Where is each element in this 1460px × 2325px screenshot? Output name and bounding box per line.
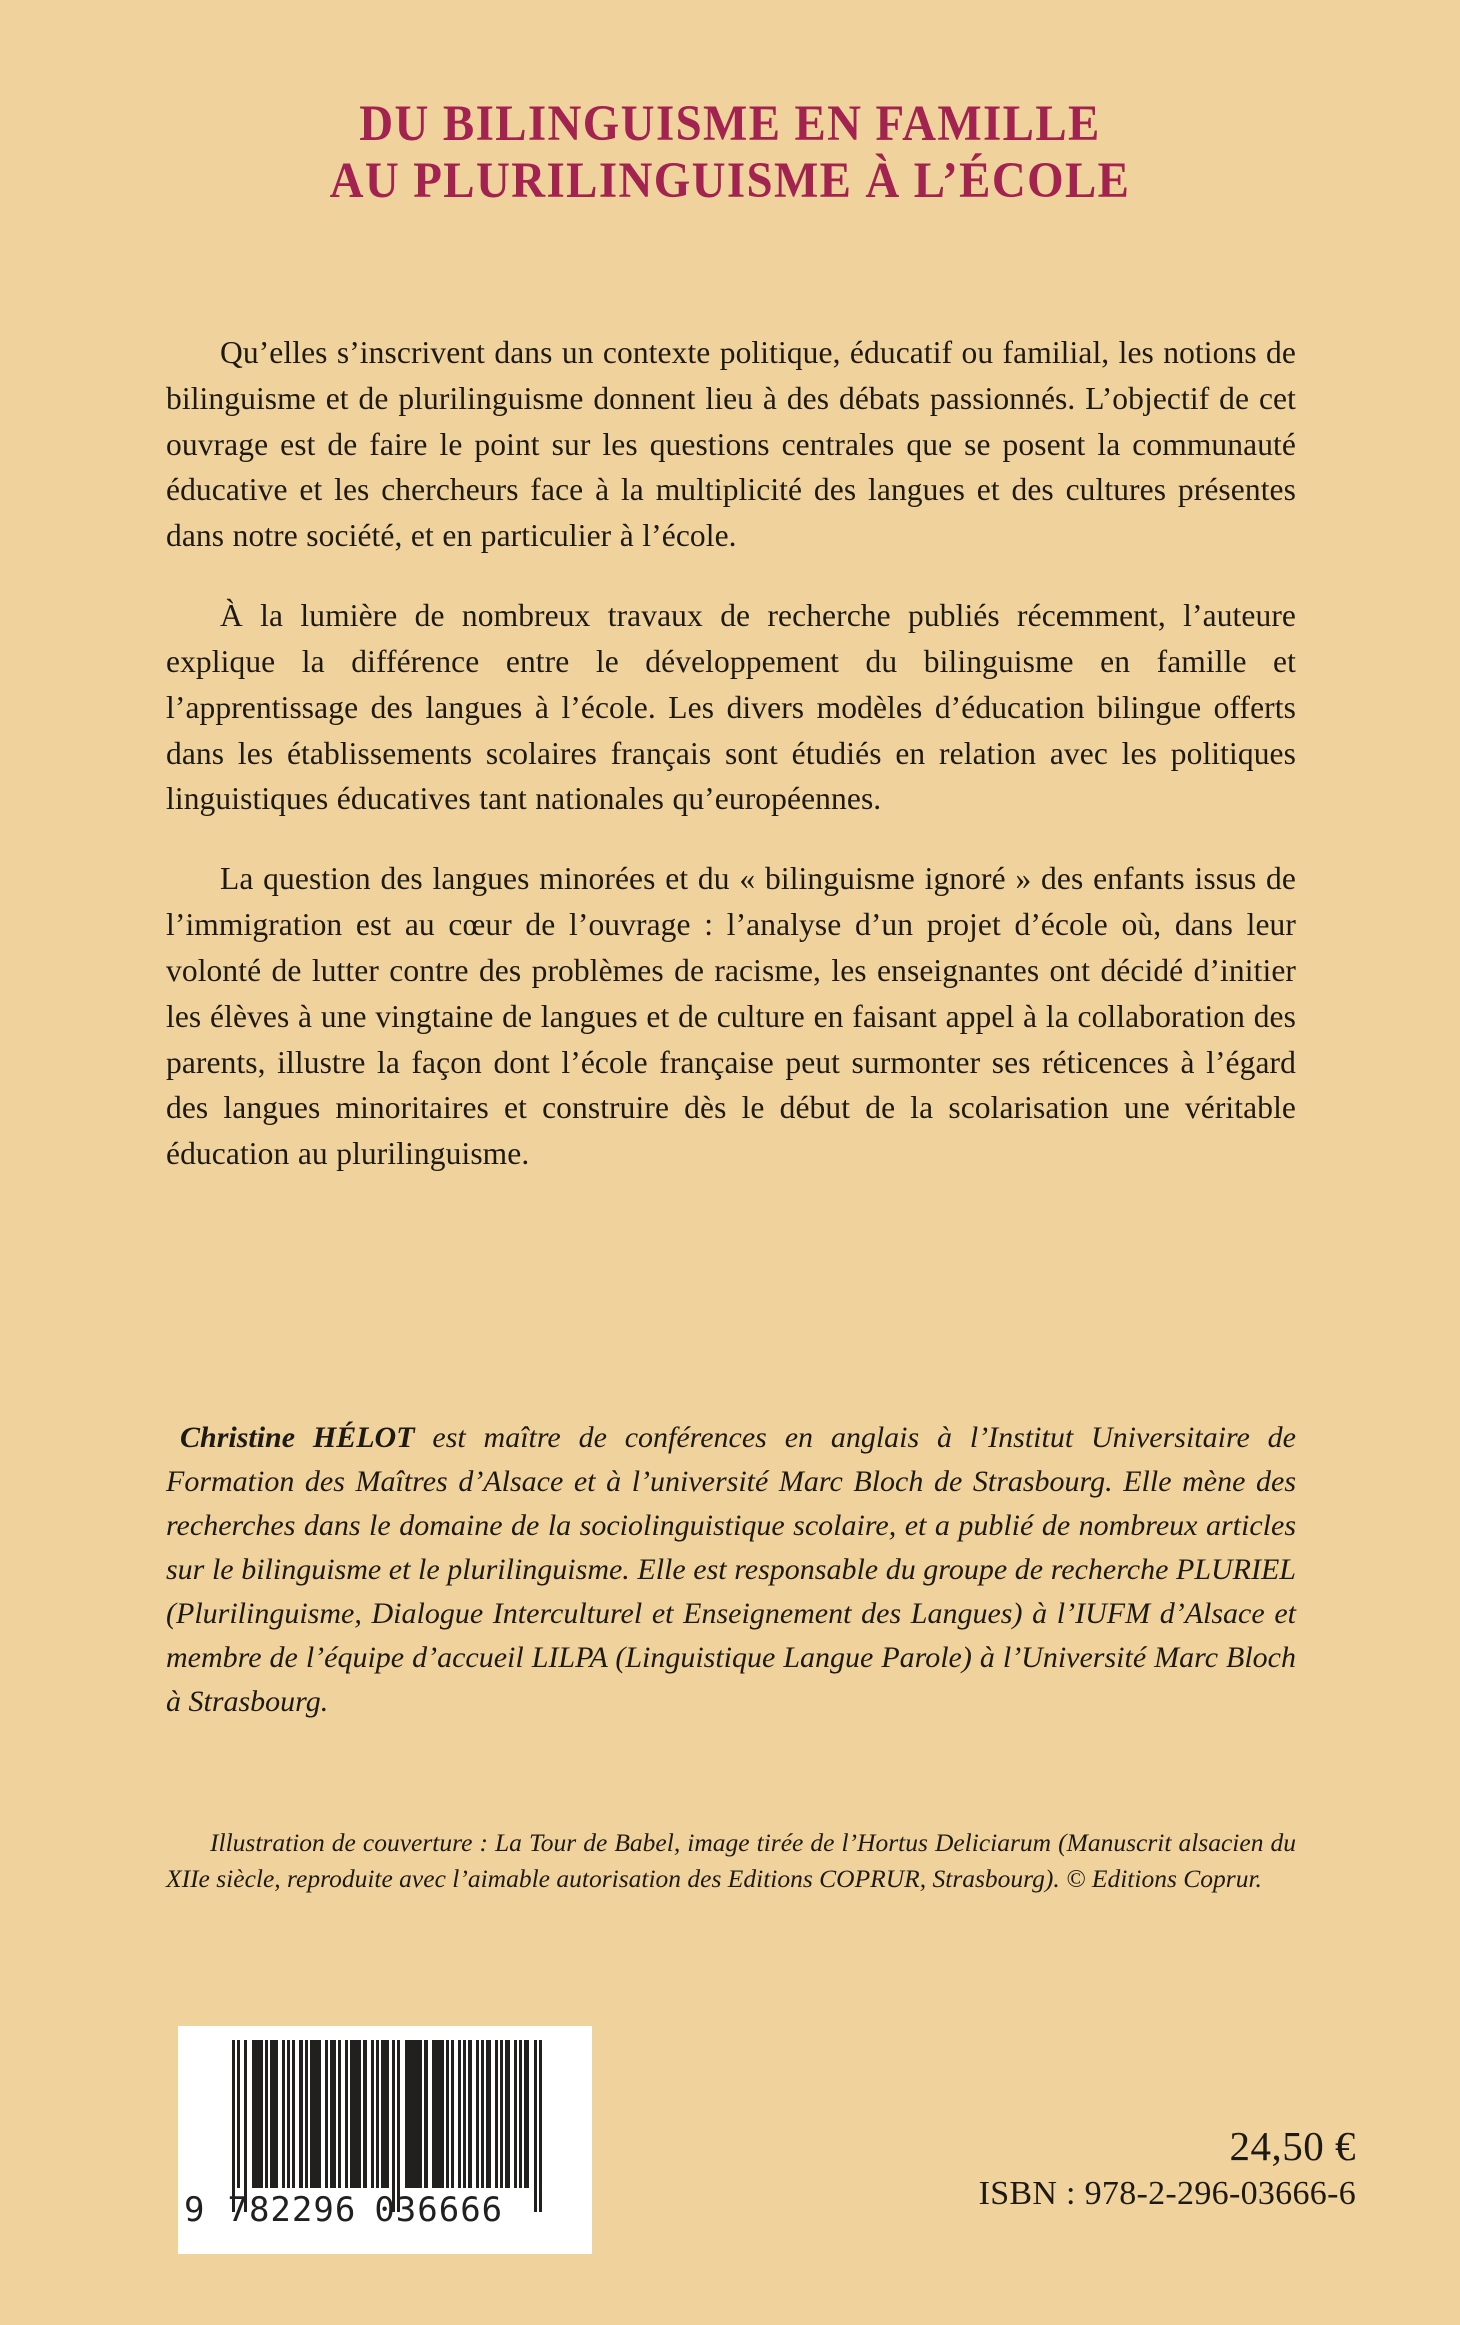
title-line-1: DU BILINGUISME EN FAMILLE	[359, 96, 1101, 152]
blurb-section	[166, 330, 1296, 1177]
blurb-paragraph-3: La question des langues minorées et du « bilinguisme ignoré » des enfants issus de l’immigration est au cœur de l’ouvrage : l’analyse d’un projet d’école où, dans leur volonté de lutter contre des problèmes de racisme, les enseignantes ont décidé d’initier les élèves à une vingtaine de langues et de culture en faisant appel à la collaboration des parents, illustre la façon dont l’école française peut surmonter ses réticences à l’égard des langues minoritaires et construire dès le début de la scolarisation une véritable éducation au plurilinguisme.	[166, 861, 1296, 1172]
cover-credit-text: Illustration de couverture : La Tour de Babel, image tirée de l’Hortus Deliciarum (Manuscrit alsacien du XIIe siècle, reproduite avec l’aimable autorisation des Editions COPRUR, Strasbourg). © Editions Coprur.	[166, 1828, 1296, 1894]
barcode-digits	[184, 2190, 584, 2230]
blurb-paragraph-2: À la lumière de nombreux travaux de recherche publiés récemment, l’auteure explique la différence entre le développement du bilinguisme en famille et l’apprentissage des langues à l’école. Les divers modèles d’éducation bilingue offerts dans les établissements scolaires français sont étudiés en relation avec les politiques linguistiques éducatives tant nationales qu’européennes.	[166, 598, 1296, 817]
page-title	[0, 96, 1460, 210]
barcode-lead-digit: 9	[184, 2190, 206, 2230]
price-label: 24,50 €	[1229, 2123, 1356, 2169]
cover-credit-section	[166, 1825, 1296, 1897]
author-bio	[166, 1416, 1296, 1724]
author-name: Christine HÉLOT	[180, 1421, 415, 1454]
barcode-group-2: 036666	[374, 2190, 504, 2230]
isbn-label: ISBN : 978-2-296-03666-6	[978, 2175, 1356, 2213]
barcode-group-1: 782296	[227, 2190, 357, 2230]
author-bio-section	[166, 1416, 1296, 1724]
title-line-2: AU PLURILINGUISME À L’ÉCOLE	[329, 153, 1131, 210]
barcode-bars	[232, 2040, 576, 2188]
blurb-paragraph-1: Qu’elles s’inscrivent dans un contexte politique, éducatif ou familial, les notions de bilinguisme et de plurilinguisme donnent lieu à des débats passionnés. L’objectif de cet ouvrage est de faire le point sur les questions centrales que se posent la communauté éducative et les chercheurs face à la multiplicité des langues et des cultures présentes dans notre société, et en particulier à l’école.	[166, 335, 1296, 554]
price-isbn-block	[979, 2122, 1356, 2215]
author-bio-text: est maître de conférences en anglais à l’Institut Universitaire de Formation des Maîtres d’Alsace et à l’université Marc Bloch de Strasbourg. Elle mène des recherches dans le domaine de la sociolinguistique scolaire, et a publié de nombreux articles sur le bilinguisme et le plurilinguisme. Elle est responsable du groupe de recherche PLURIEL (Plurilinguisme, Dialogue Interculturel et Enseignement des Langues) à l’IUFM d’Alsace et membre de l’équipe d’accueil LILPA (Linguistique Langue Parole) à l’Université Marc Bloch à Strasbourg.	[166, 1421, 1296, 1718]
barcode-inner	[184, 2040, 582, 2246]
barcode	[178, 2026, 592, 2254]
